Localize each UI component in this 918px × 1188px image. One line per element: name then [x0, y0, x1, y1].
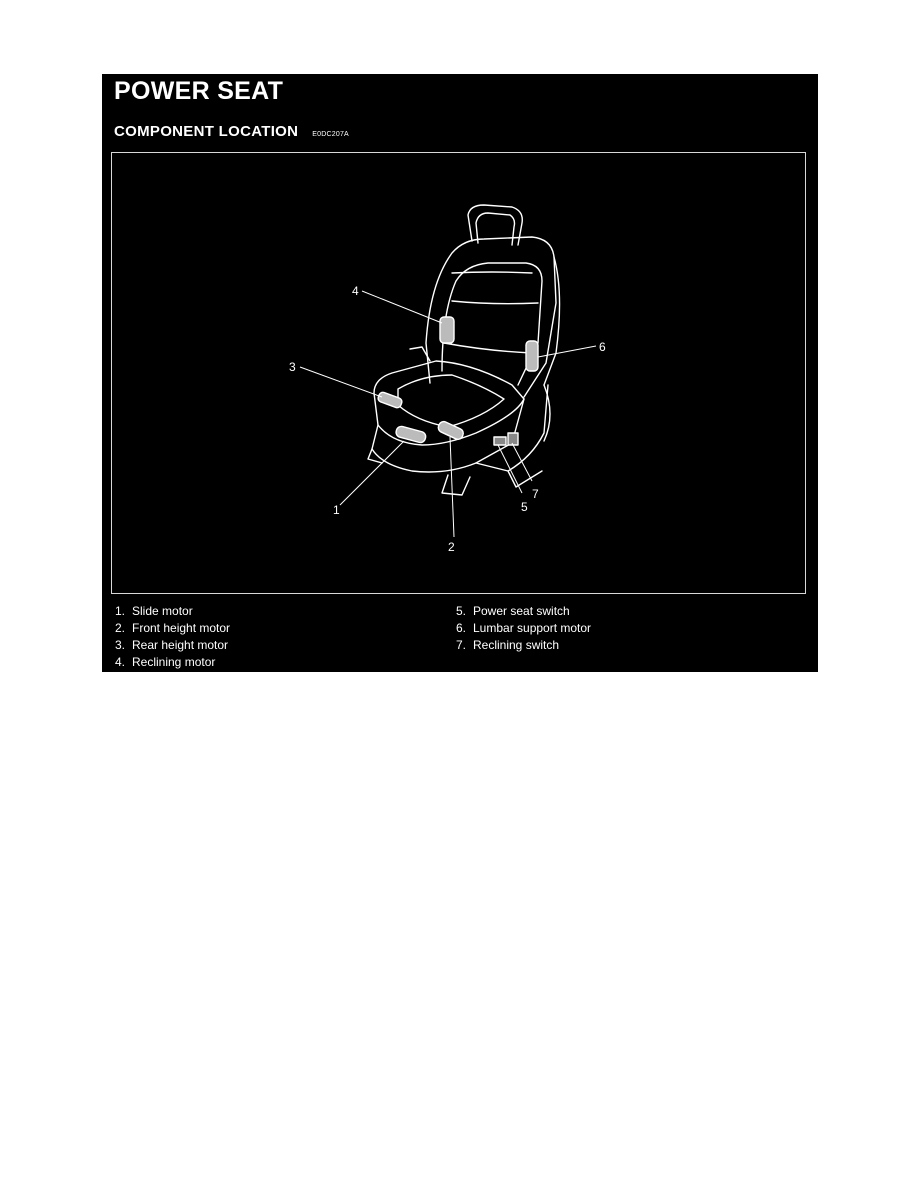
legend-number: 1. — [115, 604, 126, 618]
legend-item-3 — [115, 637, 230, 654]
legend-label: Power seat switch — [473, 604, 570, 618]
legend-label: Lumbar support motor — [473, 621, 592, 635]
backrest-side-outline — [544, 257, 560, 385]
legend-left-column — [115, 603, 230, 671]
legend-item-6 — [456, 620, 591, 637]
lumbar-motor-shape — [526, 341, 538, 371]
legend-item-7 — [456, 637, 591, 654]
callout-4: 4 — [352, 284, 359, 298]
subtitle-row — [114, 123, 349, 140]
callout-3: 3 — [289, 360, 296, 374]
callout-5: 5 — [521, 500, 528, 514]
headrest-inner-outline — [476, 213, 515, 245]
seat-illustration — [368, 205, 560, 495]
legend-label: Rear height motor — [132, 638, 229, 652]
seat-cushion-panel — [398, 375, 504, 427]
callout-1: 1 — [333, 503, 340, 517]
callout-6: 6 — [599, 340, 606, 354]
legend-label: Front height motor — [132, 621, 231, 635]
legend-number: 5. — [456, 604, 467, 618]
legend-label: Reclining switch — [473, 638, 560, 652]
leader-line-6 — [538, 346, 596, 357]
legend-item-2 — [115, 620, 230, 637]
seat-rail-rear — [508, 471, 542, 487]
legend-number: 6. — [456, 621, 467, 635]
reclining-switch-shape — [508, 433, 518, 445]
page-title: POWER SEAT — [114, 77, 284, 105]
legend-number: 2. — [115, 621, 126, 635]
legend-item-4 — [115, 654, 230, 671]
seat-side-bolster — [544, 385, 550, 441]
figure-code: E0DC207A — [312, 131, 349, 138]
legend-label: Reclining motor — [132, 655, 216, 669]
power-seat-panel — [102, 74, 818, 672]
leader-line-3 — [300, 367, 382, 397]
callout-7: 7 — [532, 487, 539, 501]
legend-item-5 — [456, 603, 591, 620]
callout-2: 2 — [448, 540, 455, 554]
legend-number: 3. — [115, 638, 126, 652]
legend-item-1 — [115, 603, 230, 620]
seat-diagram-frame — [111, 152, 806, 594]
backrest-seam-upper — [452, 301, 538, 304]
backrest-seam-lower — [444, 343, 532, 353]
legend-label: Slide motor — [132, 604, 193, 618]
backrest-seam-top — [452, 272, 532, 273]
legend-right-column — [456, 603, 591, 654]
seat-rail-front — [368, 449, 382, 463]
seat-diagram — [112, 153, 807, 595]
reclining-motor-shape — [440, 317, 454, 343]
rear-height-motor-shape — [377, 391, 403, 409]
legend-number: 4. — [115, 655, 126, 669]
power-seat-switch-shape — [494, 437, 506, 445]
legend-number: 7. — [456, 638, 467, 652]
leader-line-7 — [512, 443, 532, 481]
leader-line-2 — [450, 437, 454, 537]
section-subtitle: COMPONENT LOCATION — [114, 123, 299, 140]
seat-rail-foot — [442, 475, 470, 495]
